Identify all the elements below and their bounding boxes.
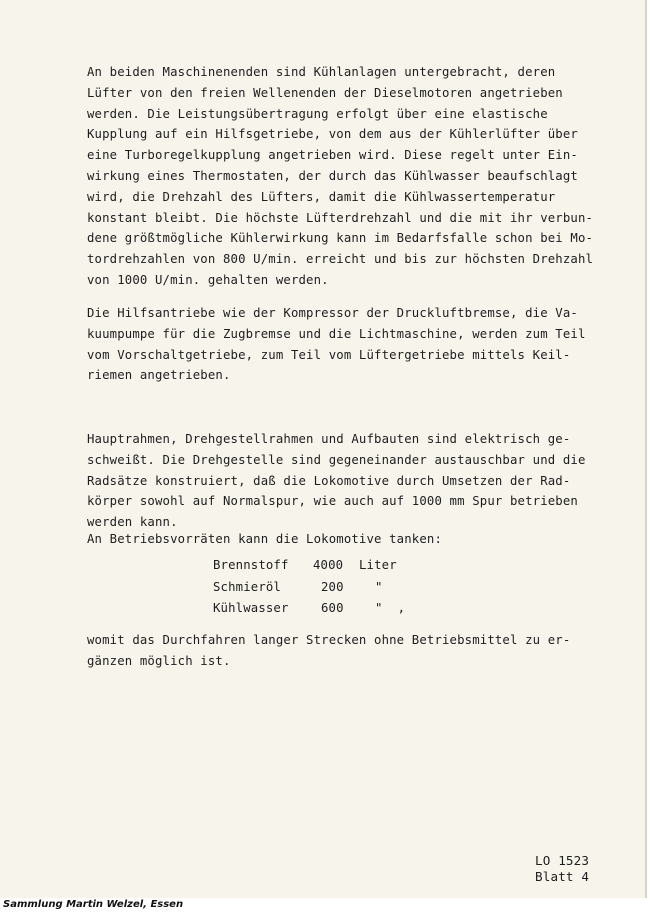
supply-name: Schmieröl (213, 579, 281, 594)
text-line: wird, die Drehzahl des Lüfters, damit die Kühlwassertemperatur (87, 189, 556, 204)
supply-quantity: 600 (321, 601, 344, 615)
supply-row-cooling-water (213, 598, 406, 620)
paragraph-frames-bogies (87, 429, 627, 533)
supply-name: Brennstoff (213, 558, 289, 572)
ditto-mark: " , (375, 601, 406, 615)
text-line: eine Turboregelkupplung angetrieben wird. Diese regelt unter Ein- (87, 148, 578, 163)
document-reference (535, 853, 589, 885)
sheet-number: Blatt 4 (535, 869, 590, 884)
text-line: wirkung eines Thermostaten, der durch das Kühlwasser beaufschlagt (87, 168, 578, 183)
supply-name: Kühlwasser (213, 601, 289, 615)
text-line: riemen angetrieben. (87, 368, 231, 383)
text-line: dene größtmögliche Kühlerwirkung kann im Bedarfsfalle schon bei Mo- (87, 231, 594, 246)
text-line: An Betriebsvorräten kann die Lokomotive tanken: (87, 532, 443, 546)
text-line: womit das Durchfahren langer Strecken ohne Betriebsmittel zu er- (87, 633, 571, 647)
text-line: kuumpumpe für die Zugbremse und die Lichtmaschine, werden zum Teil (87, 326, 586, 341)
text-line: Radsätze konstruiert, daß die Lokomotive durch Umsetzen der Rad- (87, 473, 571, 488)
text-line: Die Hilfsantriebe wie der Kompressor der Druckluftbremse, die Va- (87, 306, 578, 320)
supply-quantity: 4000 (313, 558, 344, 572)
document-number: LO 1523 (535, 853, 590, 868)
collection-credit: Sammlung Martin Welzel, Essen (3, 899, 184, 910)
text-line: werden. Die Leistungsübertragung erfolgt über eine elastische (87, 106, 548, 121)
text-line: tordrehzahlen von 800 U/min. erreicht und bis zur höchsten Drehzahl (87, 252, 594, 267)
text-line: Lüfter von den freien Wellenenden der Dieselmotoren angetrieben (87, 85, 563, 100)
ditto-mark: " (375, 579, 383, 594)
supply-row-fuel (213, 555, 397, 577)
text-line: von 1000 U/min. gehalten werden. (87, 272, 329, 287)
text-line: Kupplung auf ein Hilfsgetriebe, von dem aus der Kühlerlüfter über (87, 127, 578, 142)
paragraph-supplies-intro (87, 529, 627, 550)
text-line: Hauptrahmen, Drehgestellrahmen und Aufbauten sind elektrisch ge- (87, 432, 571, 446)
paragraph-cooling-system (87, 62, 627, 291)
text-line: konstant bleibt. Die höchste Lüfterdrehzahl und die mit ihr verbun- (87, 210, 594, 225)
text-line: An beiden Maschinenenden sind Kühlanlagen untergebracht, deren (87, 65, 556, 79)
supply-quantity: 200 (321, 579, 344, 594)
supply-row-lube-oil (213, 577, 383, 599)
text-line: gänzen möglich ist. (87, 653, 231, 668)
paragraph-auxiliary-drives (87, 303, 627, 386)
supplies-table (213, 555, 406, 620)
paragraph-closing (87, 630, 627, 672)
text-line: werden kann. (87, 515, 178, 530)
text-line: vom Vorschaltgetriebe, zum Teil vom Lüftergetriebe mittels Keil- (87, 347, 571, 362)
text-line: körper sowohl auf Normalspur, wie auch auf 1000 mm Spur betrieben (87, 494, 578, 509)
text-line: schweißt. Die Drehgestelle sind gegeneinander austauschbar und die (87, 452, 586, 467)
supply-unit: Liter (359, 558, 397, 572)
